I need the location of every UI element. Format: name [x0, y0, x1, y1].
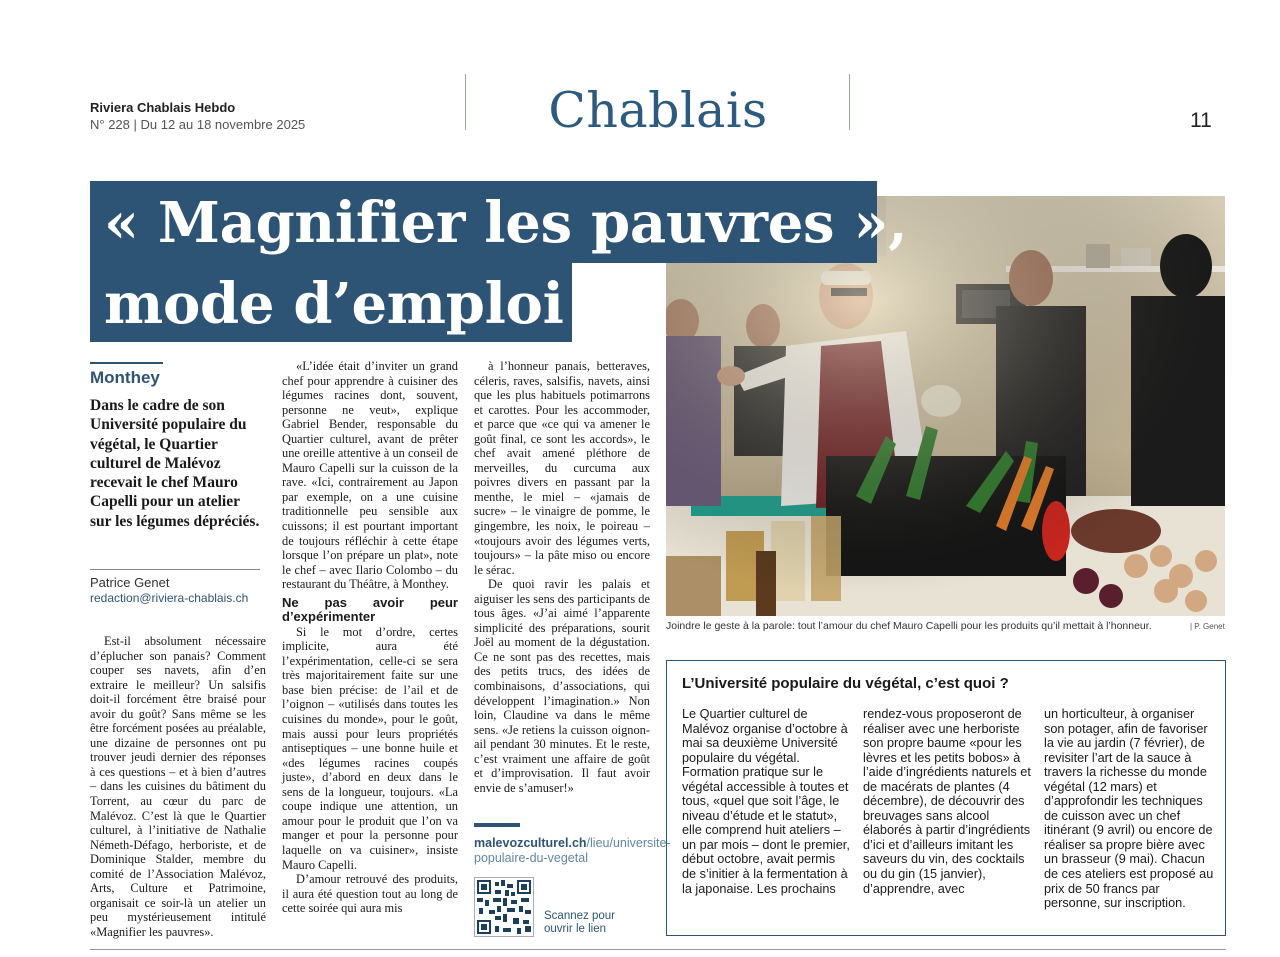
headline-text-2: mode d’emploi [104, 271, 564, 337]
body-column-1 [90, 634, 266, 939]
masthead-divider-left [465, 74, 466, 130]
article-lead: Dans le cadre de son Université populaire du végétal, le Quartier culturel de Malévoz recevait le chef Mauro Capelli pour un atelier sur les légumes dépréciés. [90, 397, 260, 530]
location-rule [90, 362, 163, 364]
article-author: Patrice Genet [90, 575, 170, 590]
info-box-column-3: un horticulteur, à organiser son potager, afin de favoriser la vie au jardin (7 février), de revisiter l’art de la sauce à travers la richesse du monde végétal (12 mars) et d’approfondir les techniques de cuisson avec un chef itinérant (9 avril) ou encore de réaliser sa propre bière avec un brasseur (9 mai). Chacun de ces ateliers est proposé au prix de 50 francs par personne, sur inscription. [1044, 707, 1214, 911]
body-paragraph: De quoi ravir les palais et aiguiser les sens des participants de tous âges. «J’ai aimé l’apparente simplicité des préparations, sourit Joël au moment de la dégustation. Ce ne sont pas des recettes, mais des petits trucs, des idées de combinaisons, d’associations, qui développent l’imagination.» Non loin, Claudine va dans le même sens. «Je retiens la cuisson oignon-ail pendant 30 minutes. Et le reste, c’est vraiment une affaire de goût et d’improvisation. Il faut avoir envie de s’amuser!» [474, 577, 650, 795]
body-paragraph: «L’idée était d’inviter un grand chef pour apprendre à cuisiner des légumes racines dont, souvent, personne ne veut», explique Gabriel Bender, responsable du Quartier culturel, avant de prêter une oreille attentive à un conseil de Mauro Capelli sur la cuisson de la rave. «Ici, contrairement au Japon par exemple, on a une cuisine traditionnelle peu sensible aux cuissons; il est pourtant important de toujours réfléchir à cette étape lorsque l’on prépare un plat», note le chef – avec Ilario Colombo – du restaurant du Théâtre, à Monthey. [282, 359, 458, 592]
article-subhead: Ne pas avoir peur d’expérimenter [282, 594, 458, 625]
link-path[interactable]: /lieu/universite-populaire-du-vegetal [474, 836, 671, 865]
section-title: Chablais [548, 82, 768, 139]
headline-text-1: « Magnifier les pauvres », [104, 190, 908, 256]
link-domain[interactable]: malevozculturel.ch [474, 836, 587, 850]
body-column-3 [474, 359, 650, 795]
page-number: 11 [1190, 109, 1212, 132]
body-paragraph: D’amour retrouvé des produits, il aura été question tout au long de cette soirée qui aura mis [282, 872, 458, 916]
article-location: Monthey [90, 368, 160, 387]
scan-line-2: ouvrir le lien [544, 923, 606, 935]
scan-line-1: Scannez pour [544, 910, 615, 922]
headline-line-1 [90, 181, 908, 263]
body-paragraph: Si le mot d’ordre, certes implicite, aura été l’expérimentation, celle-ci se sera très majoritairement faite sur une base bien précise: de l’ail et de l’oignon – «utilisés dans toutes les cuisines du monde», pour le goût, mais aussi pour leurs propriétés antiseptiques – une bonne huile et «des légumes racines coupés juste», d’abord en deux dans le sens de la longueur, toujours. «La coupe indique une attention, un amour pour le produit que l’on va manger et pour la personne pour laquelle on va cuisiner», insiste Mauro Capelli. [282, 624, 458, 872]
photo-caption: Joindre le geste à la parole: tout l’amour du chef Mauro Capelli pour les produits qu’il mettait à l’honneur. [666, 620, 1152, 632]
author-email-link[interactable]: redaction@riviera-chablais.ch [90, 591, 249, 605]
info-box-column-1: Le Quartier culturel de Malévoz organise d’octobre à mai sa deuxième Université populaire du végétal. Formation pratique sur le végétal accessible à toutes et tous, «quel que soit l’âge, le niveau d’étude et le statut», elle comprend huit ateliers – un par mois – dont le premier, début octobre, avait permis de s’initier à la fermentation à la japonaise. Les prochains [682, 707, 850, 896]
page-bottom-rule [90, 949, 1226, 950]
body-paragraph: Est-il absolument nécessaire d’éplucher son panais? Comment couper ses navets, afin d’en extraire le meilleur? Un salsifis doit-il forcément être braisé pour avoir du goût? Sans même se les être forcément posées au préalable, une dizaine de personnes ont pu trouver jeudi dernier des réponses à ces questions – et à bien d’autres – dans les cuisines du bâtiment du Torrent, au cœur du parc de Malévoz. C’est là que le Quartier culturel, à l’initiative de Nathalie Németh-Défago, herboriste, et de Dominique Stalder, membre du comité de l’Association Malévoz, Arts, Culture et Patrimoine, organisait ce soir-là un atelier un peu mystérieusement intitulé «Magnifier les pauvres». [90, 634, 266, 939]
scan-instructions [544, 910, 615, 936]
qr-code-icon[interactable] [474, 877, 534, 937]
publication-name: Riviera Chablais Hebdo [90, 100, 236, 115]
body-paragraph: à l’honneur panais, betteraves, céleris, raves, salsifis, navets, ainsi que les plus habituels potimarrons et carottes. Pour les accommoder, et parce que «ce qui va amener le goût final, ce sont les accords», le chef avait amené pléthore de merveilles, du curcuma aux poivres divers en passant par la menthe, le miel – «jamais de sucre» – le vinaigre de pomme, le gingembre, les noix, le poireau – «toujours avoir des légumes verts, toujours» – la pâte miso ou encore le sérac. [474, 359, 650, 577]
headline-line-2 [90, 262, 572, 342]
author-rule [90, 569, 260, 570]
website-link[interactable] [474, 836, 671, 866]
photo-credit: | P. Genet [1190, 622, 1225, 631]
masthead-divider-right [849, 74, 850, 130]
body-column-2 [282, 359, 458, 916]
link-rule [474, 823, 520, 827]
info-box-title: L’Université populaire du végétal, c’est quoi ? [682, 675, 1009, 692]
issue-info: N° 228 | Du 12 au 18 novembre 2025 [90, 117, 306, 132]
info-box-column-2: rendez-vous proposeront de réaliser avec une herboriste son propre baume «pour les lèvres et les petits bobos» à l’aide d’ingrédients naturels et de macérats de plantes (4 décembre), de découvrir des breuvages sans alcool élaborés à partir d’ingrédients d’ici et d’ailleurs imitant les saveurs du vin, des cocktails ou du gin (15 janvier), d’apprendre, avec [863, 707, 1031, 896]
